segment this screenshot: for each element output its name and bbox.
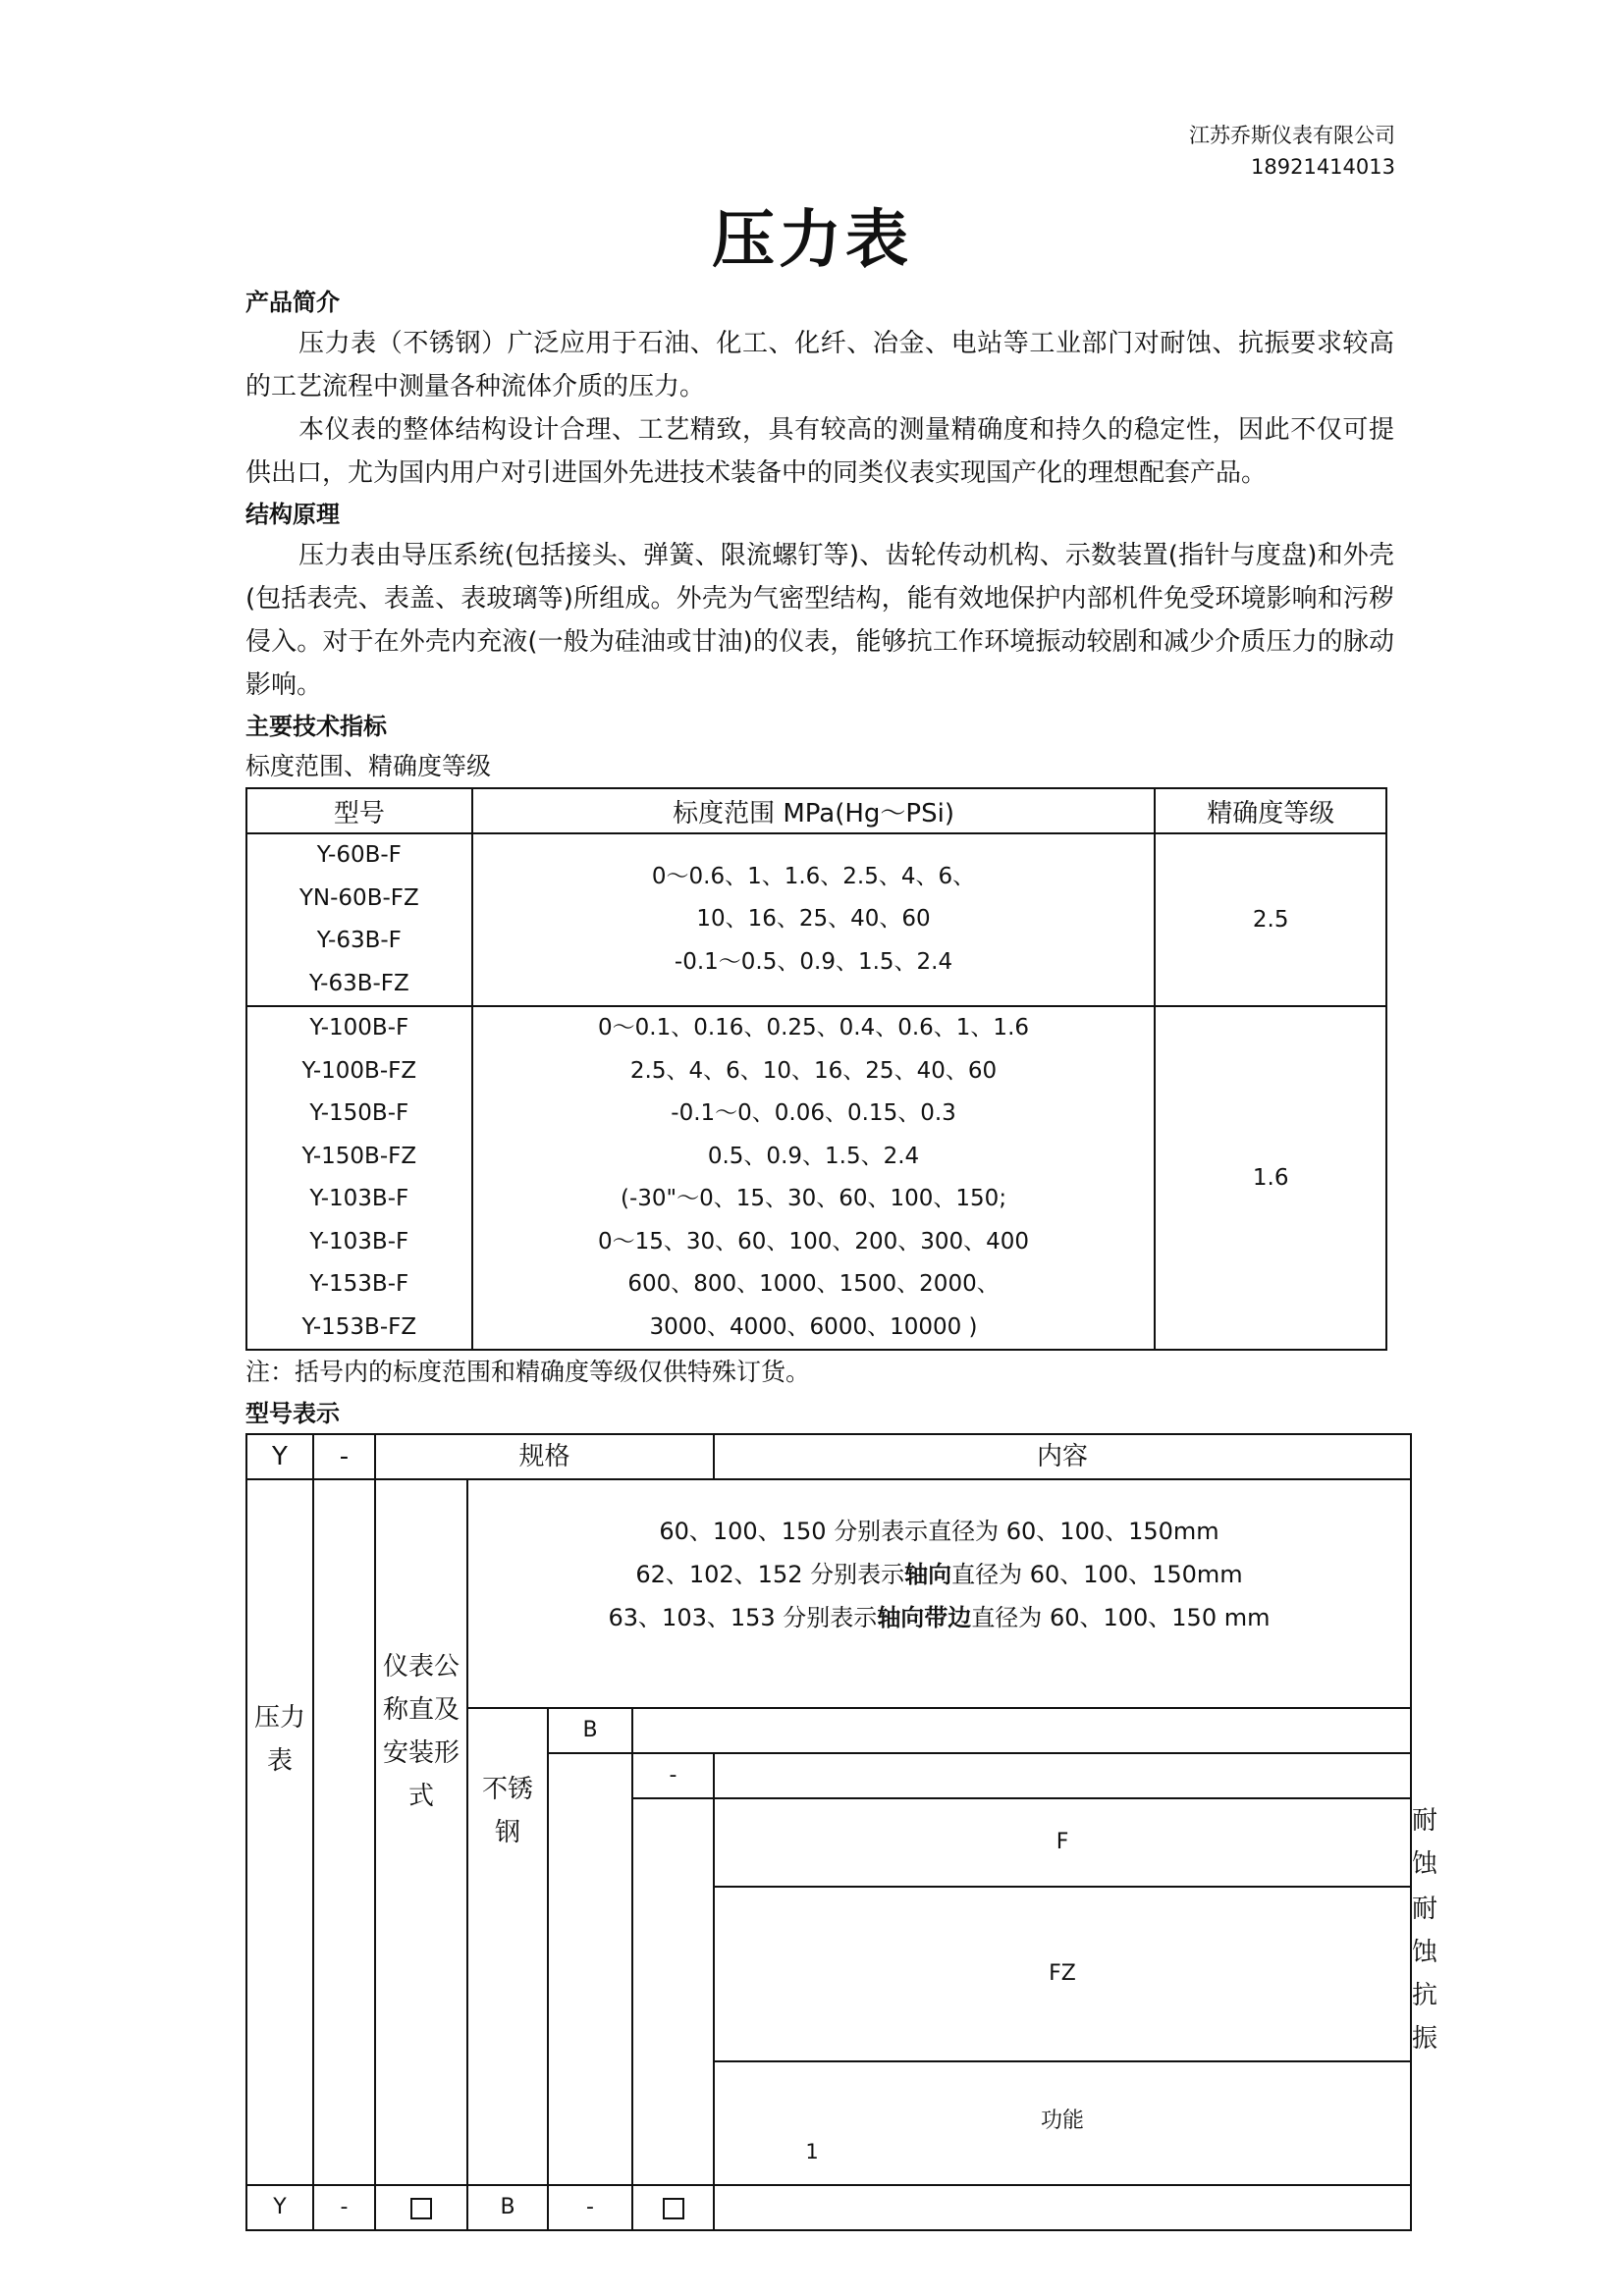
spec-table-header-row (246, 788, 1386, 833)
fz-code-cell: FZ (714, 1887, 1411, 2061)
model-header-content: 内容 (714, 1434, 1411, 1479)
document-body (245, 283, 1438, 2231)
code-b: B (467, 2185, 548, 2230)
model-item: YN-60B-FZ (298, 884, 419, 911)
stainless-label-line: 钢 (494, 1818, 520, 1847)
stainless-label-cell (467, 1708, 548, 2185)
dash2-cell: - (632, 1753, 714, 1798)
structure-paragraph: 压力表由导压系统(包括接头、弹簧、限流螺钉等)、齿轮传动机构、示数装置(指针与度盘)和外壳(包括表壳、表盖、表玻璃等)所组成。外壳为气密型结构，能有效地保护内部机件免受环境影响和污秽侵入。对于在外壳内充液(一般为硅油或甘油)的仪表，能够抗工作环境振动较剧和减少介质压力的脉动影响。 (245, 541, 1394, 700)
model-item: Y-150B-FZ (301, 1143, 417, 1169)
model-item: Y-103B-F (309, 1228, 409, 1255)
range-line: 3000、4000、6000、10000 ) (649, 1313, 978, 1340)
size-description-line: 62、102、152 分别表示轴向直径为 60、100、150mm (635, 1561, 1243, 1588)
range-line: 600、800、1000、1500、2000、 (627, 1271, 1000, 1297)
size-label-line: 仪表公 (382, 1652, 460, 1682)
stainless-sub-cell (548, 1753, 632, 2185)
range-line: -0.1～0、0.06、0.15、0.3 (671, 1100, 956, 1126)
code-dash: - (313, 2185, 375, 2230)
range-line: 0～0.6、1、1.6、2.5、4、6、 (651, 863, 976, 889)
model-table-row: F 耐蚀 (246, 1798, 1411, 1887)
model-item: Y-60B-F (316, 842, 402, 868)
size-label-line: 式 (407, 1782, 434, 1811)
section-heading-model: 型号表示 (245, 1400, 340, 1427)
spec-header-model: 型号 (246, 788, 472, 833)
section-heading-intro: 产品简介 (245, 289, 340, 316)
spec-accuracy-cell: 1.6 (1155, 1006, 1386, 1350)
code-function-box (632, 2185, 714, 2230)
company-header (1189, 120, 1395, 183)
checkbox-square-icon (663, 2198, 684, 2219)
range-line: 0～15、30、60、100、200、300、400 (598, 1228, 1030, 1255)
model-header-spec: 规格 (375, 1434, 714, 1479)
size-description-line: 63、103、153 分别表示轴向带边直径为 60、100、150 mm (608, 1604, 1271, 1631)
f-code-cell: F (714, 1798, 1411, 1887)
specs-note: 注：括号内的标度范围和精确度等级仅供特殊订货。 (245, 1358, 811, 1386)
page-number: 1 (805, 2140, 819, 2163)
spec-accuracy-cell: 2.5 (1155, 833, 1386, 1006)
code-y: Y (246, 2185, 313, 2230)
model-item: Y-100B-F (309, 1015, 409, 1041)
model-item: Y-63B-F (316, 928, 402, 953)
model-table-row (246, 1479, 1411, 1708)
spec-table-row (246, 1006, 1386, 1350)
dash-cell (313, 1479, 375, 2185)
spec-ranges-cell (472, 1006, 1156, 1350)
spec-models-cell (246, 833, 472, 1006)
size-label-cell (375, 1479, 467, 2185)
specs-subheading: 标度范围、精确度等级 (245, 752, 492, 780)
section-heading-specs: 主要技术指标 (245, 713, 387, 740)
company-phone: 18921414013 (1251, 155, 1395, 179)
stainless-label-line: 不锈 (481, 1775, 533, 1804)
gauge-label-line: 表 (266, 1746, 293, 1776)
code-size-box (375, 2185, 467, 2230)
dash2-empty-cell (714, 1753, 1411, 1798)
intro-paragraph-1: 压力表（不锈钢）广泛应用于石油、化工、化纤、冶金、电站等工业部门对耐蚀、抗振要求较高的工艺流程中测量各种流体介质的压力。 (245, 329, 1394, 401)
code-empty-cell (714, 2185, 1411, 2230)
section-heading-structure: 结构原理 (245, 501, 340, 528)
range-line: 0.5、0.9、1.5、2.4 (707, 1143, 920, 1169)
spec-ranges-cell (472, 833, 1156, 1006)
spec-header-accuracy: 精确度等级 (1155, 788, 1386, 833)
model-header-y: Y (246, 1434, 313, 1479)
gauge-label-cell (246, 1479, 313, 2185)
range-line: (-30"～0、15、30、60、100、150; (620, 1186, 1007, 1211)
intro-paragraph-2: 本仪表的整体结构设计合理、工艺精致，具有较高的测量精确度和持久的稳定性，因此不仅可提供出口，尤为国内用户对引进国外先进技术装备中的同类仪表实现国产化的理想配套产品。 (245, 415, 1394, 488)
spec-header-range: 标度范围 MPa(Hg～PSi) (472, 788, 1156, 833)
spec-models-cell (246, 1006, 472, 1350)
b-empty-cell (632, 1708, 1411, 1753)
function-label-cell: 功能 (714, 2061, 1411, 2185)
model-item: Y-100B-FZ (301, 1057, 417, 1084)
spec-table (245, 787, 1387, 1351)
model-table-row: FZ 耐蚀抗振 (246, 1887, 1411, 2061)
range-line: 10、16、25、40、60 (696, 906, 931, 933)
model-item: Y-150B-F (309, 1100, 409, 1126)
code-dash2: - (548, 2185, 632, 2230)
model-designation-table (245, 1433, 1438, 2231)
model-item: Y-153B-FZ (301, 1313, 417, 1340)
size-description-cell (467, 1479, 1411, 1708)
model-table-code-row (246, 2185, 1411, 2230)
b-code-cell: B (548, 1708, 632, 1753)
range-line: -0.1～0.5、0.9、1.5、2.4 (674, 948, 953, 975)
model-item: Y-103B-F (309, 1186, 409, 1211)
spec-table-row (246, 833, 1386, 1006)
company-name: 江苏乔斯仪表有限公司 (1189, 124, 1395, 147)
size-description-line: 60、100、150 分别表示直径为 60、100、150mm (659, 1518, 1219, 1545)
page-title: 压力表 (712, 203, 912, 277)
model-item: Y-63B-FZ (308, 970, 409, 996)
checkbox-square-icon (410, 2198, 432, 2219)
gauge-label-line: 压力 (253, 1703, 305, 1733)
range-line: 0～0.1、0.16、0.25、0.4、0.6、1、1.6 (598, 1015, 1030, 1041)
function-sub-cell (632, 1798, 714, 2185)
model-item: Y-153B-F (309, 1271, 409, 1297)
model-header-dash: - (313, 1434, 375, 1479)
model-table-header-row (246, 1434, 1411, 1479)
range-line: 2.5、4、6、10、16、25、40、60 (629, 1057, 998, 1084)
size-label-line: 称直及 (382, 1695, 460, 1725)
size-label-line: 安装形 (382, 1738, 460, 1768)
